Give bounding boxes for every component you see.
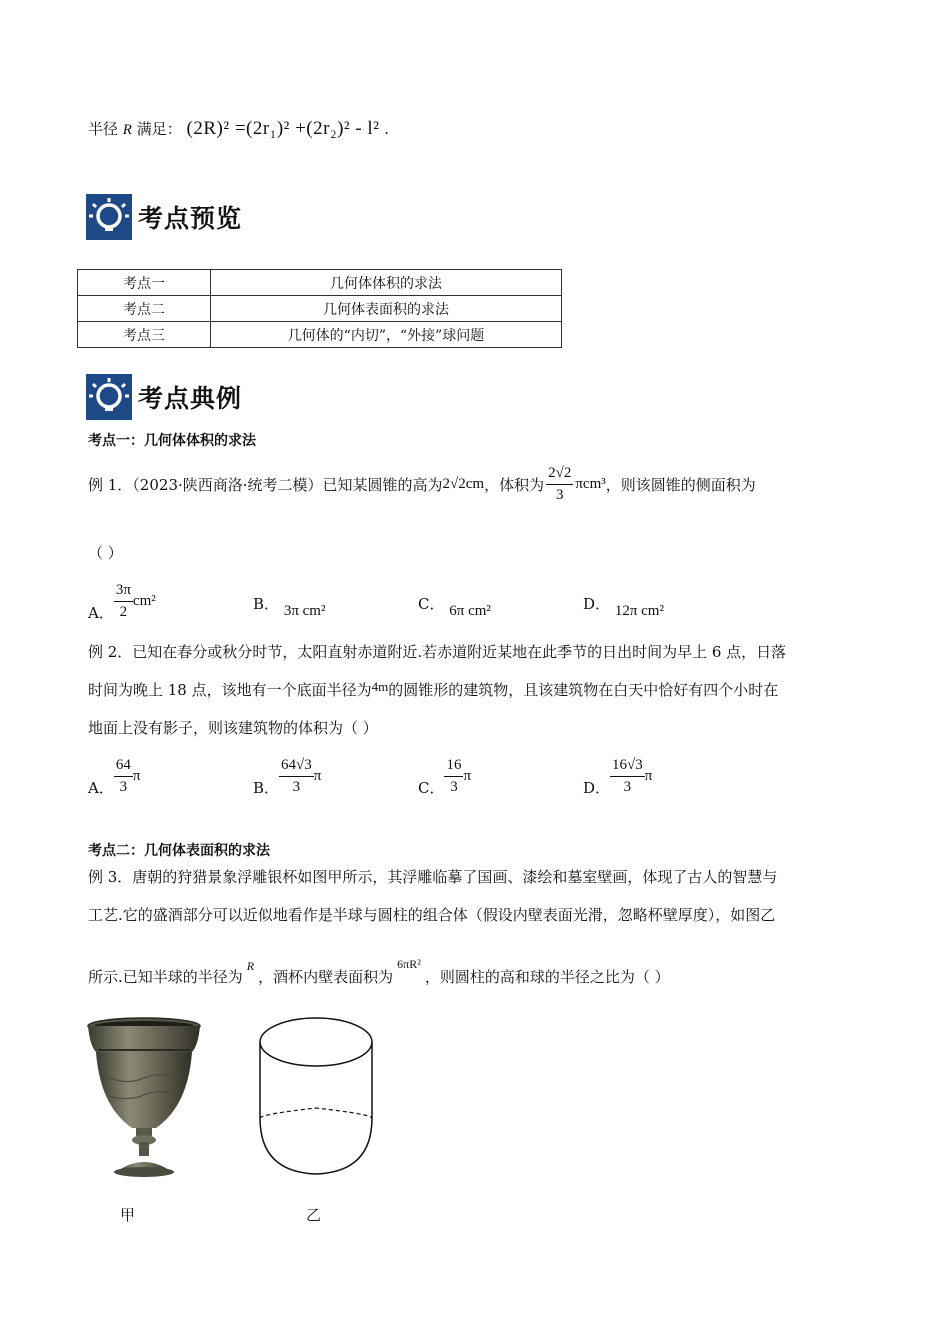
fraction-denominator: 3 [292,779,301,795]
example2-radius: 4m [371,679,389,694]
option-value: 6π cm² [449,603,491,619]
example1-option-c [418,593,491,619]
formula-suffix: 满足： [136,120,182,138]
cup-diagram [258,1012,378,1180]
option-label: C． [418,595,445,613]
option-fraction [114,758,133,795]
table-row [78,270,562,296]
fraction-numerator: 64√3 [279,758,314,777]
fraction-numerator: 16√3 [610,758,645,777]
table-cell-label: 考点二 [78,296,211,322]
figure-caption-a: 甲 [120,1206,136,1224]
pi-symbol: π [463,768,472,784]
example1-volume-unit: πcm³ [575,476,606,492]
banner-examples [86,374,242,420]
example2-text: 的圆锥形的建筑物，且该建筑物在白天中恰好有四个小时在 [388,681,779,699]
fraction-numerator: 16 [444,758,463,777]
example2-line2 [88,679,778,700]
example1-option-a [88,580,156,623]
table-cell-content: 几何体表面积的求法 [211,296,562,322]
fraction-denominator: 2 [119,604,128,620]
table-cell-content: 几何体的“内切”，“外接”球问题 [211,322,562,348]
example1-option-b [253,593,326,619]
example3-area: 6πR² [397,957,421,971]
example2-text: 时间为晚上 18 点，该地有一个底面半径为 [88,681,372,699]
table-cell-label: 考点三 [78,322,211,348]
formula-prefix: 半径 [88,120,119,138]
example3-line1: 例 3．唐朝的狩猎景象浮雕银杯如图甲所示，其浮雕临摹了国画、漆绘和墓室壁画，体现了古人的智慧与 [88,868,778,886]
option-label: D． [583,595,611,613]
section1-title: 考点一：几何体体积的求法 [88,433,256,449]
example1-suffix: ，则该圆锥的侧面积为 [605,476,756,494]
example1-volume-fraction [546,466,573,503]
example3-line2: 工艺.它的盛酒部分可以近似地看作是半球与圆柱的组合体（假设内壁表面光滑，忽略杯壁厚度），如图乙 [88,906,776,924]
table-row [78,296,562,322]
example1-mid: ，体积为 [484,476,545,494]
silver-cup-image [86,1016,202,1178]
option-fraction [610,758,645,795]
pi-symbol: π [132,768,141,784]
option-label: C． [418,779,445,797]
option-label: D． [583,779,611,797]
banner-examples-title: 考点典例 [138,384,243,413]
overview-table [77,269,562,348]
option-fraction [114,583,133,620]
figure-caption-b: 乙 [306,1206,322,1224]
option-label: A． [88,779,114,797]
section2-title: 考点二：几何体表面积的求法 [88,843,270,859]
option-label: B． [253,779,280,797]
banner-preview [86,194,242,240]
example1-option-d [583,593,664,619]
formula-end: . [384,120,389,138]
option-unit: cm² [132,593,156,609]
option-label: A． [88,604,114,622]
option-label: B． [253,595,280,613]
example3-text: ，则圆柱的高和球的半径之比为（ ） [424,968,670,986]
example1-stem [88,466,756,503]
fraction-denominator: 3 [450,779,458,795]
pi-symbol: π [313,768,322,784]
table-cell-label: 考点一 [78,270,211,296]
option-value: 12π cm² [614,603,664,619]
table-cell-content: 几何体体积的求法 [211,270,562,296]
example3-radius: R [246,959,255,973]
fraction-denominator: 3 [119,779,128,795]
radius-formula: (2R)² =(2r₁)² +(2r₂)² - l² [186,118,380,139]
pi-symbol: π [644,768,653,784]
example1-height: 2√2cm [442,476,485,492]
table-row [78,322,562,348]
lightbulb-icon [86,194,132,240]
fraction-numerator: 2√2 [546,466,573,485]
example1-answer-paren: （ ） [88,544,123,562]
option-fraction [444,758,463,795]
example2-option-a [88,755,140,798]
fraction-numerator: 64 [114,758,133,777]
fraction-numerator: 3π [114,583,133,602]
lightbulb-icon [86,374,132,420]
example3-text: 所示.已知半球的半径为 [88,968,243,986]
example3-text: ，酒杯内壁表面积为 [258,968,394,986]
option-value: 3π cm² [283,603,326,619]
fraction-denominator: 3 [623,779,632,795]
example2-line3: 地面上没有影子，则该建筑物的体积为（ ） [88,719,378,737]
example2-option-c [418,755,471,798]
option-fraction [279,758,314,795]
example2-line1: 例 2．已知在春分或秋分时节，太阳直射赤道附近.若赤道附近某地在此季节的日出时间为早上 6 点，日落 [88,643,787,661]
formula-var: R [122,122,132,138]
example1-prefix: 例 1．（2023·陕西商洛·统考二模）已知某圆锥的高为 [88,476,443,494]
banner-preview-title: 考点预览 [138,204,243,233]
fraction-denominator: 3 [555,487,564,503]
example2-option-b [253,755,321,798]
example2-option-d [583,755,652,798]
radius-formula-line [88,118,389,140]
